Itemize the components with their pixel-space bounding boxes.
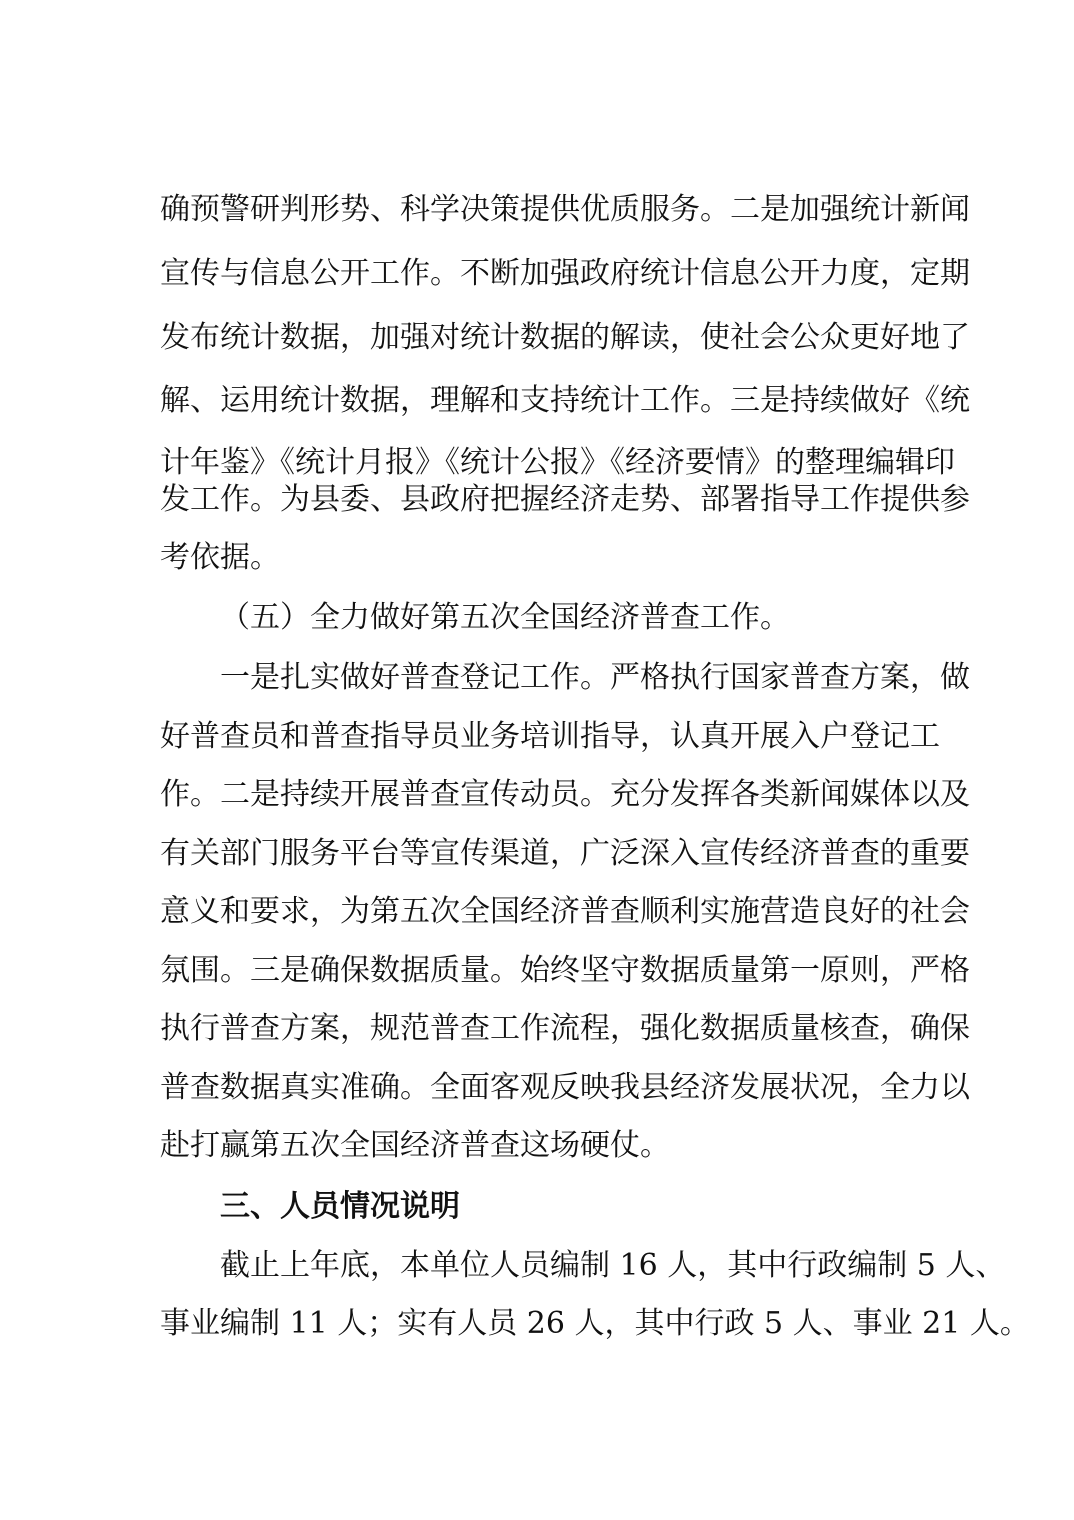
body-text-line: 作。二是持续开展普查宣传动员。充分发挥各类新闻媒体以及 (160, 777, 970, 812)
body-text-line: 计年鉴》《统计月报》《统计公报》《经济要情》的整理编辑印 (160, 445, 955, 480)
body-text-line: 意义和要求，为第五次全国经济普查顺利实施营造良好的社会 (160, 894, 970, 929)
section-heading: 三、人员情况说明 (220, 1189, 460, 1224)
section-heading: （五）全力做好第五次全国经济普查工作。 (220, 600, 790, 635)
body-text-line: 确预警研判形势、科学决策提供优质服务。二是加强统计新闻 (160, 192, 970, 227)
body-text-line: 发工作。为县委、县政府把握经济走势、部署指导工作提供参 (160, 482, 970, 517)
body-text-line: 解、运用统计数据，理解和支持统计工作。三是持续做好《统 (160, 383, 970, 418)
body-text-line: 赴打赢第五次全国经济普查这场硬仗。 (160, 1128, 670, 1163)
body-text-line: 事业编制 11 人；实有人员 26 人，其中行政 5 人、事业 21 人。 (160, 1306, 1030, 1341)
body-text-line: 执行普查方案，规范普查工作流程，强化数据质量核查，确保 (160, 1011, 970, 1046)
body-text-line: 一是扎实做好普查登记工作。严格执行国家普查方案，做 (220, 660, 970, 695)
body-text-line: 有关部门服务平台等宣传渠道，广泛深入宣传经济普查的重要 (160, 836, 970, 871)
body-text-line: 好普查员和普查指导员业务培训指导，认真开展入户登记工 (160, 719, 940, 754)
body-text-line: 考依据。 (160, 540, 280, 575)
body-text-line: 宣传与信息公开工作。不断加强政府统计信息公开力度，定期 (160, 256, 970, 291)
body-text-line: 普查数据真实准确。全面客观反映我县经济发展状况，全力以 (160, 1070, 970, 1105)
body-text-line: 氛围。三是确保数据质量。始终坚守数据质量第一原则，严格 (160, 953, 970, 988)
body-text-line: 发布统计数据，加强对统计数据的解读，使社会公众更好地了 (160, 320, 970, 355)
body-text-line: 截止上年底，本单位人员编制 16 人，其中行政编制 5 人、 (220, 1248, 1006, 1283)
